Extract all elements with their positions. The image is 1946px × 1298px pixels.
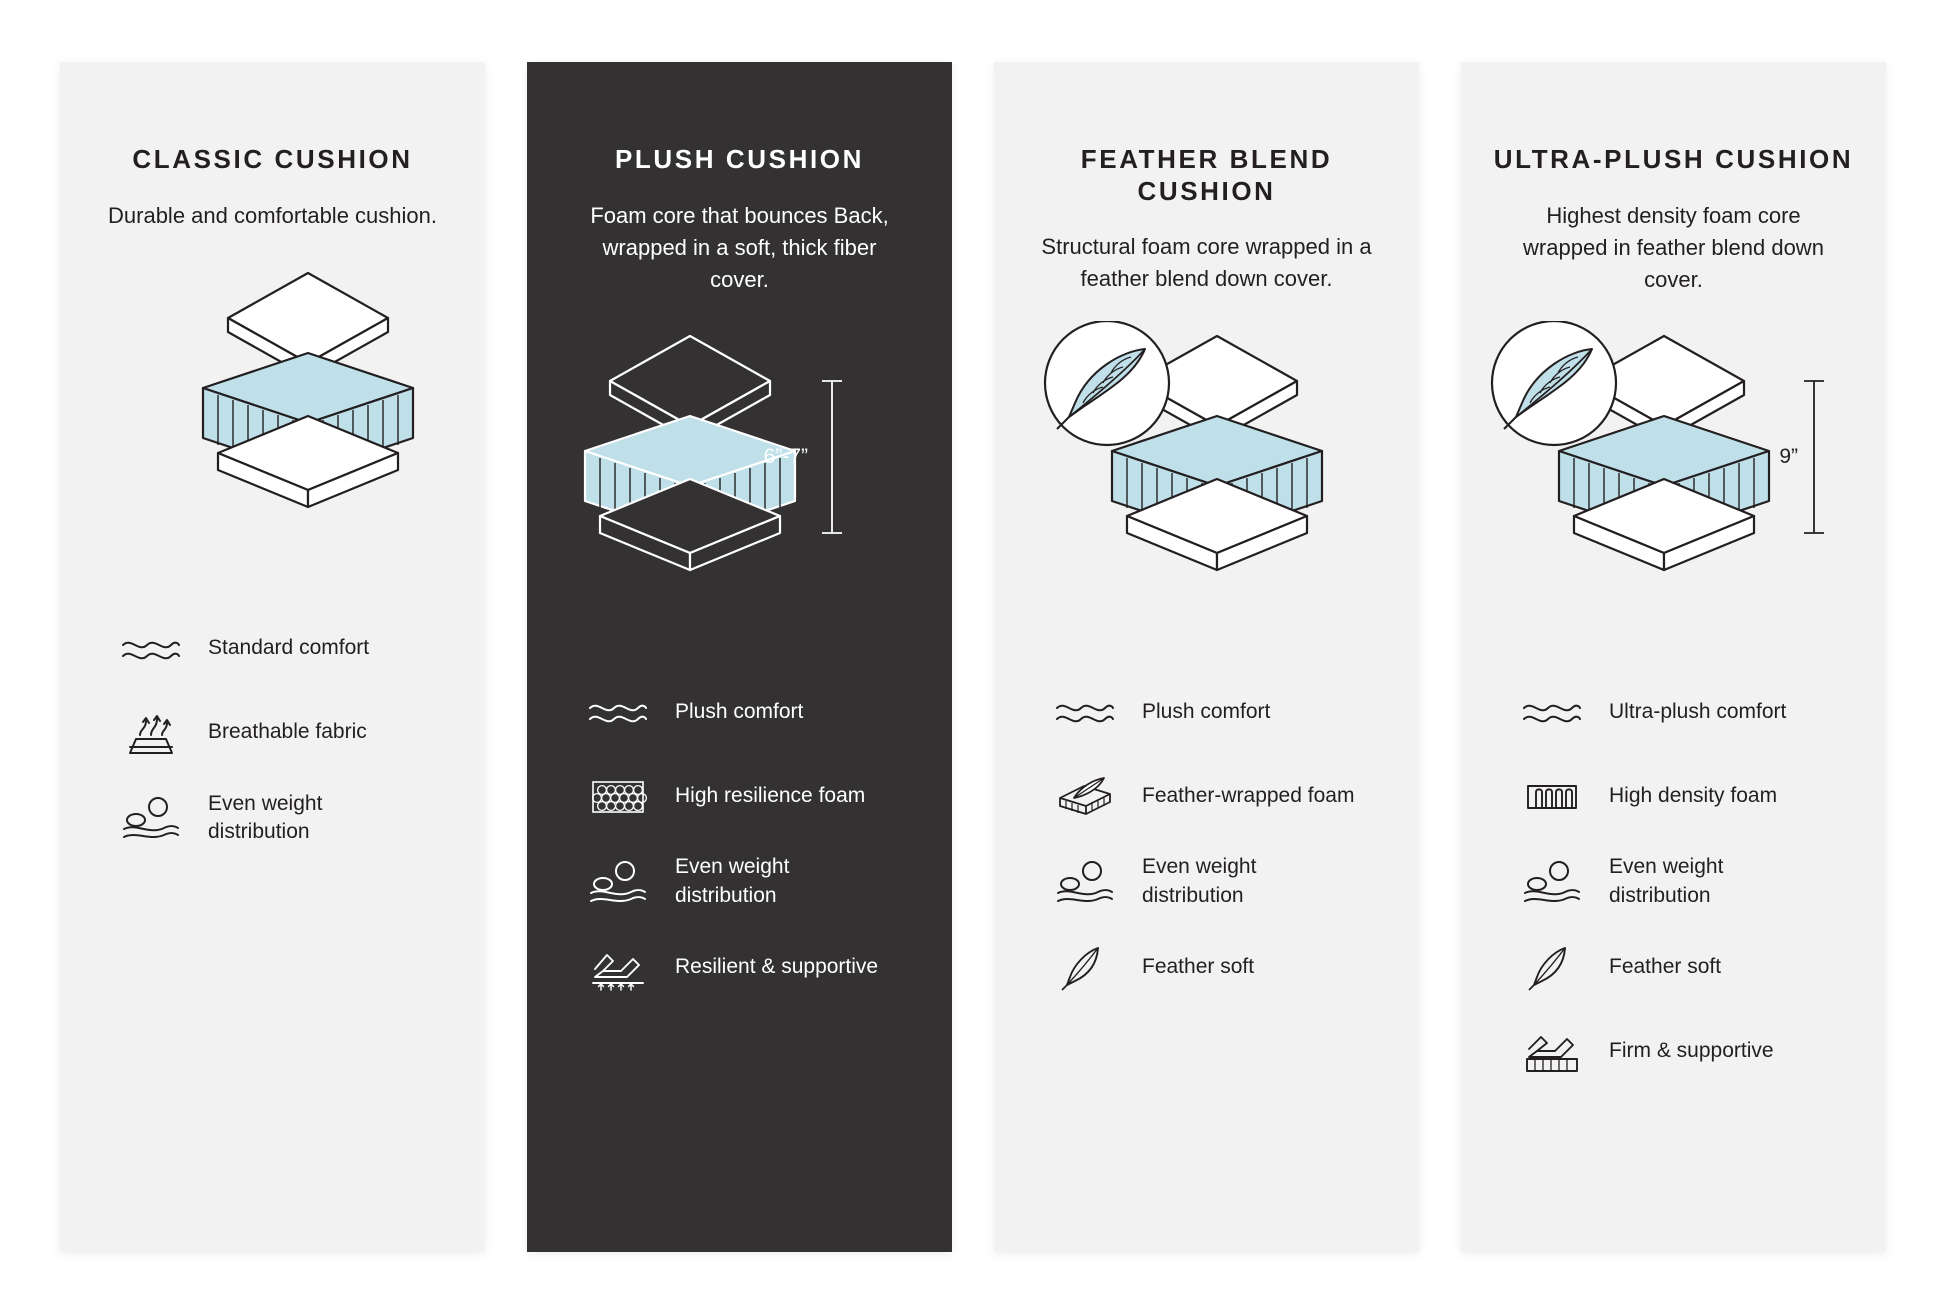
feature-label: High density foam bbox=[1609, 784, 1778, 808]
cushion-diagram bbox=[1461, 321, 1886, 651]
dimension-label: 9” bbox=[1778, 445, 1798, 469]
feature-label: High resilience foam bbox=[675, 784, 866, 808]
feature-label: Resilient & supportive bbox=[675, 954, 879, 978]
list-item bbox=[1517, 769, 1830, 823]
feather-icon bbox=[1050, 940, 1120, 994]
card-description: Durable and comfortable cushion. bbox=[108, 202, 437, 228]
weight-distribution-icon bbox=[1517, 855, 1587, 909]
list-item bbox=[583, 769, 896, 823]
list-item bbox=[583, 853, 896, 910]
list-item bbox=[1517, 1024, 1830, 1078]
feature-label: Even weight distribution bbox=[1609, 855, 1724, 907]
cushion-card-feather-blend bbox=[994, 62, 1419, 1252]
wave-icon bbox=[116, 622, 186, 676]
high-density-foam-icon bbox=[1517, 769, 1587, 823]
feature-label: Breathable fabric bbox=[208, 720, 367, 744]
firm-seat-icon bbox=[1517, 1024, 1587, 1078]
list-item bbox=[116, 790, 429, 847]
dimension-marker bbox=[822, 381, 842, 533]
supportive-seat-icon bbox=[583, 940, 653, 994]
breathable-fabric-icon bbox=[116, 706, 186, 760]
cushion-card-plush bbox=[527, 62, 952, 1252]
list-item bbox=[1050, 940, 1363, 994]
feature-label: Plush comfort bbox=[1142, 700, 1271, 724]
cushion-diagram bbox=[60, 258, 485, 588]
feature-label: Even weight distribution bbox=[1142, 855, 1257, 907]
list-item bbox=[583, 940, 896, 994]
feature-label: Feather soft bbox=[1609, 954, 1722, 978]
weight-distribution-icon bbox=[116, 791, 186, 845]
list-item bbox=[583, 685, 896, 739]
card-description: Foam core that bounces Back, wrapped in a soft, thick fiber cover. bbox=[590, 202, 889, 292]
cushion-card-classic bbox=[60, 62, 485, 1252]
feature-list bbox=[527, 685, 952, 994]
feature-label: Feather soft bbox=[1142, 954, 1255, 978]
list-item bbox=[1517, 685, 1830, 739]
cushion-diagram bbox=[527, 321, 952, 651]
feature-list bbox=[60, 622, 485, 847]
card-description: Highest density foam core wrapped in feather blend down cover. bbox=[1523, 202, 1824, 292]
dimension-label: 6”-7” bbox=[763, 445, 808, 469]
page-title: PLUSH CUSHION bbox=[614, 144, 865, 174]
list-item bbox=[1517, 940, 1830, 994]
wave-icon bbox=[1517, 685, 1587, 739]
feather-badge-icon bbox=[1045, 321, 1169, 445]
feather-badge-icon bbox=[1492, 321, 1616, 445]
page-title: FEATHER BLEND CUSHION bbox=[1080, 144, 1333, 206]
feather-icon bbox=[1517, 940, 1587, 994]
wave-icon bbox=[583, 685, 653, 739]
list-item bbox=[1050, 769, 1363, 823]
feature-label: Feather-wrapped foam bbox=[1142, 784, 1355, 808]
dimension-marker bbox=[1804, 381, 1824, 533]
list-item bbox=[1050, 853, 1363, 910]
list-item bbox=[1517, 853, 1830, 910]
weight-distribution-icon bbox=[1050, 855, 1120, 909]
card-description: Structural foam core wrapped in a feather blend down cover. bbox=[1041, 234, 1372, 292]
cushion-card-ultra-plush bbox=[1461, 62, 1886, 1252]
list-item bbox=[116, 622, 429, 676]
feather-wrapped-foam-icon bbox=[1050, 769, 1120, 823]
feature-label: Plush comfort bbox=[675, 700, 804, 724]
cushion-diagram bbox=[994, 321, 1419, 651]
wave-icon bbox=[1050, 685, 1120, 739]
list-item bbox=[1050, 685, 1363, 739]
weight-distribution-icon bbox=[583, 855, 653, 909]
honeycomb-foam-icon bbox=[583, 769, 653, 823]
feature-list bbox=[1461, 685, 1886, 1078]
feature-label: Firm & supportive bbox=[1609, 1038, 1774, 1062]
feature-label: Even weight distribution bbox=[208, 791, 323, 843]
list-item bbox=[116, 706, 429, 760]
feature-list bbox=[994, 685, 1419, 994]
page-title: CLASSIC CUSHION bbox=[132, 144, 413, 174]
feature-label: Standard comfort bbox=[208, 636, 370, 660]
feature-label: Even weight distribution bbox=[675, 855, 790, 907]
feature-label: Ultra-plush comfort bbox=[1609, 700, 1787, 724]
page-title: ULTRA-PLUSH CUSHION bbox=[1493, 144, 1854, 174]
